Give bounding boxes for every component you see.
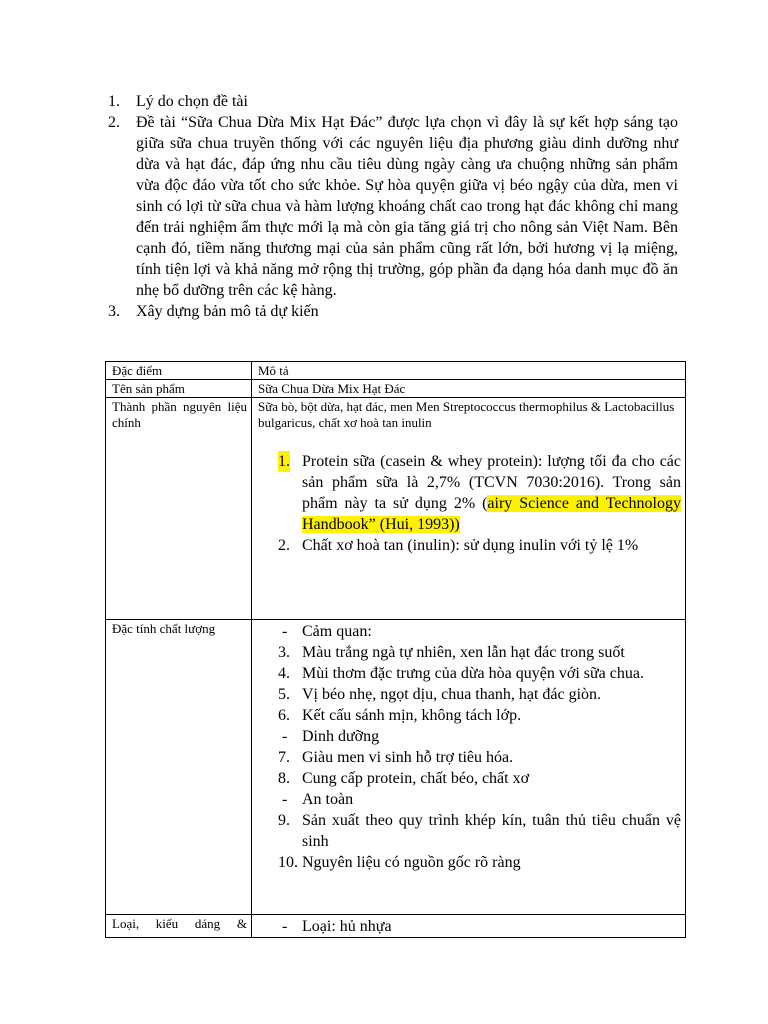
intro-item-2 [108,112,678,301]
list-item [278,451,681,535]
quality-list [278,621,681,873]
intro-item-1 [108,91,678,112]
list-number: 3. [278,644,290,661]
list-text: Protein sữa (casein & whey protein): lượng tối đa cho các sản phẩm sữa là 2,7% (TCVN 7030:2016). Trong sản phẩm này ta sử dụng 2% ( [302,453,681,512]
list-number: 3. [108,303,120,320]
list-text: Màu trắng ngà tự nhiên, xen lẫn hạt đác trong suốt [302,644,625,661]
ingredients-detail-list [278,451,681,556]
list-marker: - [282,791,288,808]
list-text: An toàn [302,791,354,808]
list-text: Giàu men vi sinh hỗ trợ tiêu hóa. [302,749,514,766]
header-cell-feature: Đặc điểm [106,362,252,380]
highlighted-text: airy Science and Technology Handbook” (Hui, 1993)) [302,495,681,533]
list-text: Cảm quan: [302,623,372,640]
list-number: 2. [108,114,120,131]
list-marker: - [282,728,288,745]
list-text: Đề tài “Sữa Chua Dừa Mix Hạt Đác” được lựa chọn vì đây là sự kết hợp sáng tạo giữa sữa chua truyền thống với các nguyên liệu địa phương giàu dinh dưỡng như dừa và hạt đác, đáp ứng nhu cầu tiêu dùng ngày càng ưa chuộng những sản phẩm vừa độc đáo vừa tốt cho sức khỏe. Sự hòa quyện giữa vị béo ngậy của dừa, men vi sinh có lợi từ sữa chua và hàm lượng khoáng chất cao trong hạt đác không chỉ mang đến trải nghiệm ẩm thực mới lạ mà còn gia tăng giá trị cho nông sản Việt Nam. Bên cạnh đó, tiềm năng thương mại của sản phẩm cũng rất lớn, bởi hương vị lạ miệng, tính tiện lợi và khả năng mở rộng thị trường, góp phần đa dạng hóa danh mục đồ ăn nhẹ bổ dưỡng trên các kệ hàng. [136,114,678,299]
list-item [278,535,681,556]
type-list [278,916,681,937]
list-marker: - [282,623,288,640]
row-label: Thành phần nguyên liệu chính [106,398,252,620]
row-value-cell [252,620,686,915]
row-label-text: Loại, kiểu dáng & [112,916,247,931]
list-number: 2. [278,537,290,554]
row-value-cell [252,398,686,620]
list-text: Xây dựng bản mô tả dự kiến [136,303,319,320]
list-text: Loại: hủ nhựa [302,918,392,935]
list-number: 8. [278,770,290,787]
table-header-row [106,362,686,380]
list-text: Mùi thơm đặc trưng của dừa hòa quyện với sữa chua. [302,665,644,682]
list-text: Lý do chọn đề tài [136,93,248,110]
list-number: 9. [278,812,290,829]
list-number: 1. [278,453,290,470]
list-text: Vị béo nhẹ, ngọt dịu, chua thanh, hạt đác giòn. [302,686,602,703]
list-text: Chất xơ hoà tan (inulin): sử dụng inulin với tỷ lệ 1% [302,537,639,554]
list-marker: - [282,918,288,935]
row-label: Tên sản phẩm [106,380,252,398]
list-number: 6. [278,707,290,724]
table-row-ingredients [106,398,686,620]
intro-list [108,91,678,322]
list-number: 5. [278,686,290,703]
table-row-type [106,915,686,938]
header-cell-description: Mô tả [252,362,686,380]
list-text: Dinh dưỡng [302,728,380,745]
row-value: Sữa Chua Dừa Mix Hạt Đác [252,380,686,398]
list-text: Cung cấp protein, chất béo, chất xơ [302,770,530,787]
row-label [106,915,252,938]
list-text: Nguyên liệu có nguồn gốc rõ ràng [302,854,521,871]
ingredients-text: Sữa bò, bột dừa, hạt đác, men Men Streptococcus thermophilus & Lactobacillus bulgaricus, chất xơ hoà tan inulin [258,399,675,430]
row-value-cell [252,915,686,938]
list-number: 7. [278,749,290,766]
table-row-quality [106,620,686,915]
list-number: 10. [278,854,298,871]
list-number: 4. [278,665,290,682]
list-number: 1. [108,93,120,110]
product-spec-table [105,361,686,938]
list-text: Sản xuất theo quy trình khép kín, tuân thủ tiêu chuẩn vệ sinh [302,812,681,850]
table-row-product-name [106,380,686,398]
list-text: Kết cấu sánh mịn, không tách lớp. [302,707,522,724]
row-label: Đặc tính chất lượng [106,620,252,915]
intro-item-3 [108,301,678,322]
